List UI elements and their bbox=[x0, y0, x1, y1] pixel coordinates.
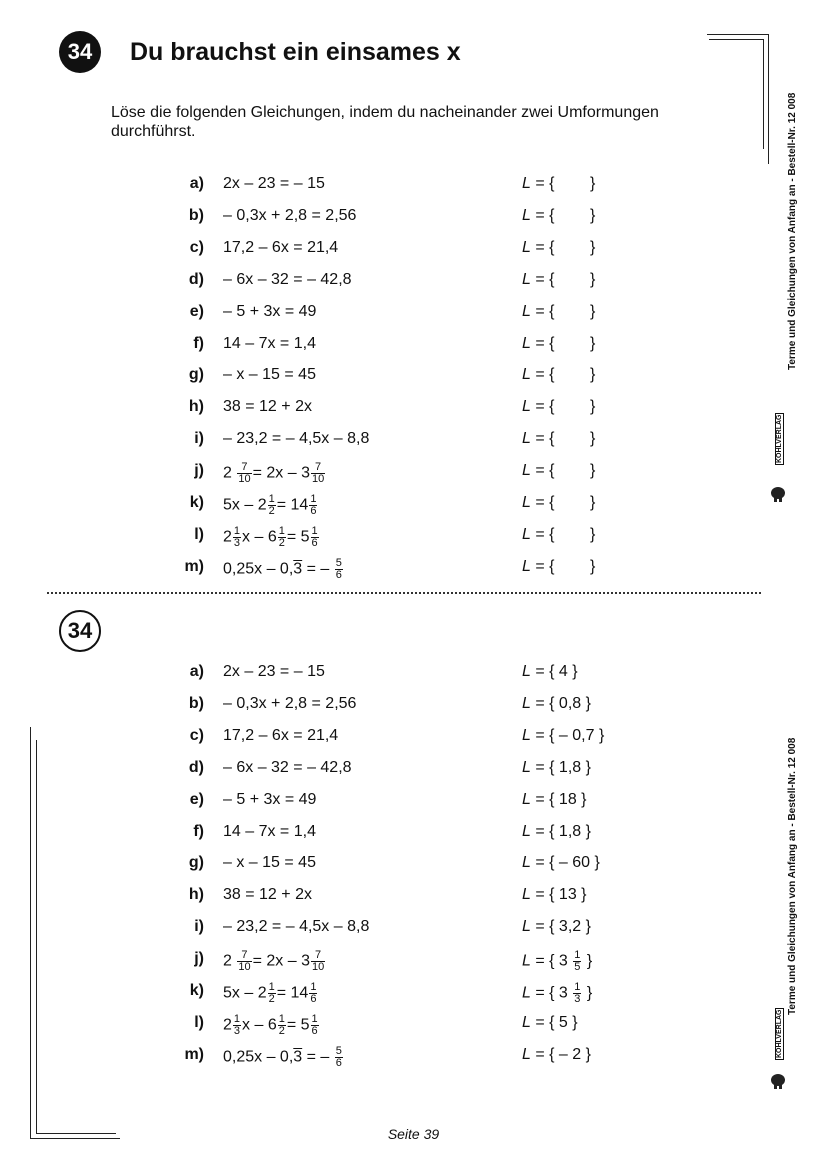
frame-line bbox=[36, 740, 37, 1133]
equation: 0,25x – 0,3 = – $\frac{5}{6}$ bbox=[223, 1044, 342, 1069]
frame-line bbox=[768, 34, 769, 164]
solution-blank: L = { } bbox=[522, 494, 596, 511]
frame-line bbox=[763, 39, 764, 149]
solution-blank: L = { } bbox=[522, 334, 596, 352]
exercise-row bbox=[0, 522, 827, 549]
exercise-label: g) bbox=[188, 854, 204, 872]
exercise-row bbox=[0, 299, 827, 323]
exercise-label: d) bbox=[188, 270, 204, 288]
equation: 14 – 7x = 1,4 bbox=[223, 822, 316, 840]
exercise-row bbox=[0, 723, 827, 747]
exercise-label: l) bbox=[194, 525, 204, 543]
equation: 17,2 – 6x = 21,4 bbox=[223, 726, 339, 744]
solution-set: L = { 3,2 } bbox=[522, 918, 591, 936]
equation: – 23,2 = – 4,5x – 8,8 bbox=[223, 430, 370, 448]
exercise-row bbox=[0, 331, 827, 355]
solution-set: L = { 13 } bbox=[522, 886, 587, 904]
exercise-label: i) bbox=[194, 918, 204, 936]
solution-set: L = { 3 $\frac{1}{3}$ } bbox=[522, 981, 593, 1005]
equation: 2x – 23 = – 15 bbox=[223, 663, 325, 680]
page-title: Du brauchst ein einsames x bbox=[130, 38, 461, 66]
solution-set: L = { – 60 } bbox=[522, 854, 600, 872]
equation: – x – 15 = 45 bbox=[223, 854, 316, 872]
solution-blank: L = { } bbox=[522, 175, 596, 192]
side-publisher-text-bottom: Terme und Gleichungen von Anfang an - Bestell-Nr. 12 008 bbox=[787, 737, 798, 1015]
exercise-label: m) bbox=[184, 557, 204, 575]
exercise-row bbox=[0, 946, 827, 974]
exercise-label: j) bbox=[194, 950, 204, 968]
exercise-label: e) bbox=[189, 790, 204, 808]
exercise-label: h) bbox=[188, 886, 204, 904]
exercise-row bbox=[0, 426, 827, 450]
solution-set: L = { 1,8 } bbox=[522, 758, 591, 776]
equation: 38 = 12 + 2x bbox=[223, 886, 312, 904]
solution-blank: L = { } bbox=[522, 525, 596, 543]
exercise-label: f) bbox=[193, 334, 204, 352]
exercise-label: f) bbox=[193, 822, 204, 840]
exercise-label: b) bbox=[188, 694, 204, 712]
solution-set: L = { 18 } bbox=[522, 790, 587, 808]
solution-blank: L = { } bbox=[522, 430, 596, 448]
equation: 2 $\frac{1}{3}$ x – 6 $\frac{1}{2}$ = 5 $\frac{1}{6}$ bbox=[223, 524, 318, 549]
equation: – 5 + 3x = 49 bbox=[223, 790, 317, 808]
exercise-row bbox=[0, 882, 827, 906]
exercise-label: a) bbox=[189, 175, 204, 192]
equation: 2 $\frac{1}{3}$ x – 6 $\frac{1}{2}$ = 5 $\frac{1}{6}$ bbox=[223, 1012, 318, 1037]
frame-line bbox=[707, 34, 769, 35]
solution-set: L = { – 2 } bbox=[522, 1045, 591, 1063]
exercise-label: h) bbox=[188, 398, 204, 416]
page-number: Seite 39 bbox=[387, 1126, 440, 1142]
exercise-row bbox=[0, 787, 827, 811]
equation: 14 – 7x = 1,4 bbox=[223, 334, 316, 352]
solution-set: L = { 1,8 } bbox=[522, 822, 591, 840]
exercise-row bbox=[0, 394, 827, 418]
cut-line-divider bbox=[47, 592, 761, 594]
publisher-logo-text: KOHLVERLAG bbox=[776, 414, 783, 463]
exercise-row bbox=[0, 819, 827, 843]
exercise-label: d) bbox=[188, 758, 204, 776]
solution-blank: L = { } bbox=[522, 398, 596, 416]
frame-line bbox=[709, 39, 763, 40]
equation: 2 $\frac{7}{10}$ = 2x – 3 $\frac{7}{10}$ bbox=[223, 949, 325, 974]
elephant-logo-icon bbox=[770, 1072, 786, 1090]
equation: 38 = 12 + 2x bbox=[223, 398, 312, 416]
exercise-label: g) bbox=[188, 366, 204, 384]
equation: – 5 + 3x = 49 bbox=[223, 302, 317, 320]
exercise-number-badge: 34 bbox=[59, 31, 101, 73]
exercise-row bbox=[0, 235, 827, 259]
equation: 2x – 23 = – 15 bbox=[223, 175, 325, 192]
solution-blank: L = { } bbox=[522, 462, 596, 480]
exercise-row bbox=[0, 755, 827, 779]
solution-blank: L = { } bbox=[522, 270, 596, 288]
exercise-label: b) bbox=[188, 206, 204, 224]
solution-set: L = { – 0,7 } bbox=[522, 726, 605, 744]
exercise-row bbox=[0, 659, 827, 683]
equation: – 23,2 = – 4,5x – 8,8 bbox=[223, 918, 370, 936]
solution-blank: L = { } bbox=[522, 238, 596, 256]
exercise-label: j) bbox=[194, 462, 204, 480]
exercise-label: c) bbox=[189, 238, 204, 256]
exercise-row bbox=[0, 978, 827, 1005]
equation: – 6x – 32 = – 42,8 bbox=[223, 270, 352, 288]
exercise-row bbox=[0, 362, 827, 386]
side-publisher-text: Terme und Gleichungen von Anfang an - Bestell-Nr. 12 008 bbox=[787, 92, 798, 370]
publisher-logo-text-bottom: KOHLVERLAG bbox=[776, 1009, 783, 1058]
solution-number-badge: 34 bbox=[59, 610, 101, 652]
frame-line bbox=[30, 727, 31, 1139]
exercise-label: a) bbox=[189, 663, 204, 680]
exercise-row bbox=[0, 267, 827, 291]
equation: – x – 15 = 45 bbox=[223, 366, 316, 384]
exercise-label: e) bbox=[189, 302, 204, 320]
solution-blank: L = { } bbox=[522, 206, 596, 224]
equation: – 0,3x + 2,8 = 2,56 bbox=[223, 206, 357, 224]
equation: 2 $\frac{7}{10}$ = 2x – 3 $\frac{7}{10}$ bbox=[223, 461, 325, 486]
equation: 17,2 – 6x = 21,4 bbox=[223, 238, 339, 256]
exercise-label: k) bbox=[189, 494, 204, 511]
exercise-label: m) bbox=[184, 1045, 204, 1063]
exercise-row bbox=[0, 554, 827, 581]
exercise-row bbox=[0, 1042, 827, 1069]
equation: – 6x – 32 = – 42,8 bbox=[223, 758, 352, 776]
instruction-text: Löse die folgenden Gleichungen, indem du nacheinander zwei Umformungen durchführst. bbox=[111, 104, 659, 140]
exercise-label: l) bbox=[194, 1013, 204, 1031]
equation: 0,25x – 0,3 = – $\frac{5}{6}$ bbox=[223, 556, 342, 581]
solution-set: L = { 5 } bbox=[522, 1013, 578, 1031]
exercise-label: c) bbox=[189, 726, 204, 744]
exercise-row bbox=[0, 171, 827, 195]
exercise-row bbox=[0, 850, 827, 874]
exercise-row bbox=[0, 691, 827, 715]
solution-blank: L = { } bbox=[522, 302, 596, 320]
equation: – 0,3x + 2,8 = 2,56 bbox=[223, 694, 357, 712]
equation: 5x – 2 $\frac{1}{2}$ = 14 $\frac{1}{6}$ bbox=[223, 981, 317, 1005]
exercise-row bbox=[0, 458, 827, 486]
solution-set: L = { 0,8 } bbox=[522, 694, 591, 712]
solution-blank: L = { } bbox=[522, 557, 596, 575]
equation: 5x – 2 $\frac{1}{2}$ = 14 $\frac{1}{6}$ bbox=[223, 493, 317, 517]
solution-set: L = { 3 $\frac{1}{5}$ } bbox=[522, 949, 593, 974]
exercise-label: i) bbox=[194, 430, 204, 448]
exercise-row bbox=[0, 914, 827, 938]
exercise-row bbox=[0, 203, 827, 227]
solution-blank: L = { } bbox=[522, 366, 596, 384]
solution-set: L = { 4 } bbox=[522, 663, 578, 680]
exercise-row bbox=[0, 490, 827, 517]
exercise-label: k) bbox=[189, 982, 204, 999]
